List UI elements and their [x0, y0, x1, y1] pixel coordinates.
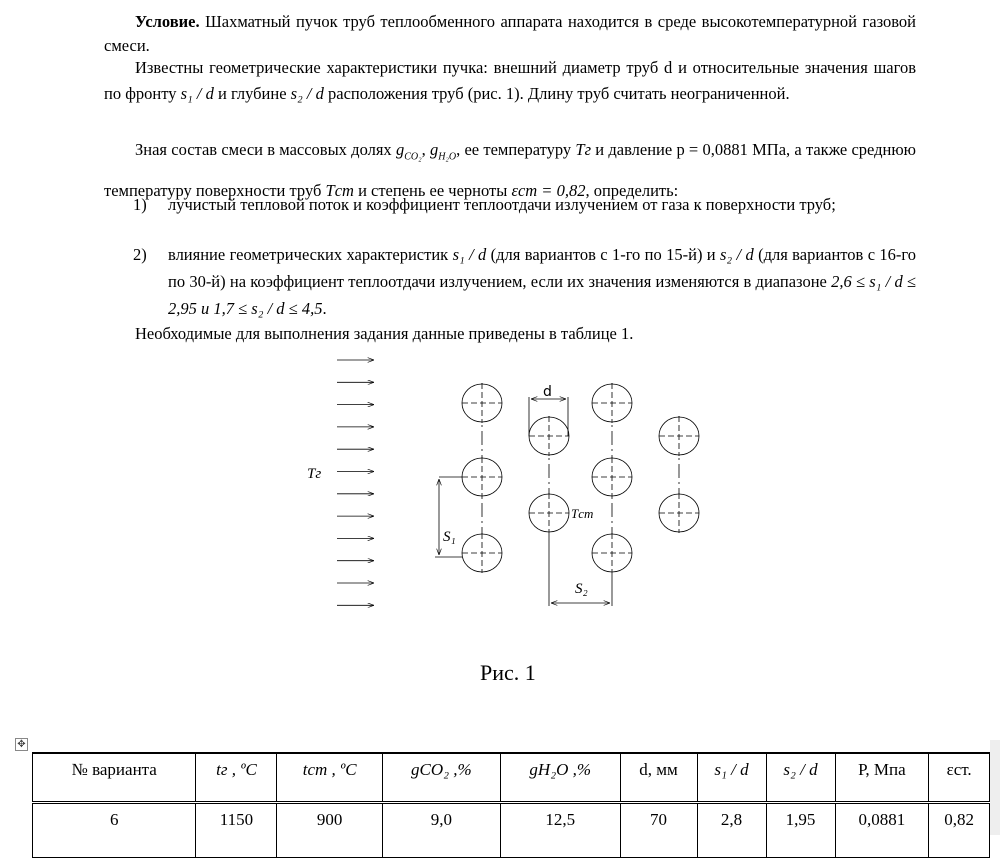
table-cell: 9,0 — [382, 803, 500, 858]
formula: εст = 0,82 — [511, 181, 586, 201]
column-header: № варианта — [33, 753, 196, 803]
text: Необходимые для выполнения задания данные приведены в таблице 1. — [135, 324, 634, 343]
s2-label: S₂ — [575, 581, 588, 597]
formula-gco2: $g_{CO_2}$ — [395, 140, 422, 163]
column-header: tст , ºС — [277, 753, 382, 803]
formula-gh2o: $g_{H_2O}$ — [429, 140, 457, 163]
text: и глубине — [213, 84, 291, 103]
wall-temp-label: Tст — [571, 506, 594, 521]
table-cell: 0,0881 — [835, 803, 929, 858]
text: лучистый тепловой поток и коэффициент теплоотдачи излучением от газа к поверхности труб; — [168, 195, 836, 214]
figure-caption: Рис. 1 — [480, 660, 536, 685]
list-item: 2) влияние геометрических характеристик s₁ / d (для вариантов с 1-го по 15-й) и s₂ / d (для вариантов с 16-го по 30-й) на коэффициент теплоотдачи излучением, если их значения изменяются в диапазоне 2,6 ≤ s₁ / d ≤ 2,95 и 1,7 ≤ s₂ / d ≤ 4,5. — [135, 241, 916, 322]
table-cell: 12,5 — [500, 803, 620, 858]
column-header: s₂ / d — [766, 753, 835, 803]
column-header: tг , ºС — [196, 753, 277, 803]
text: влияние геометрических характеристик — [168, 245, 453, 264]
formula: 2,6 ≤ s₁ / d ≤ 2,95 и 1,7 ≤ s₂ / d ≤ 4,5 — [168, 272, 916, 318]
text: и давление p = 0,0881 МПа, а также среднюю температуру поверхности труб — [104, 140, 917, 201]
gas-temp-label: Tг — [307, 466, 322, 482]
column-header: s₁ / d — [697, 753, 766, 803]
table-cell: 2,8 — [697, 803, 766, 858]
paragraph-composition: Зная состав смеси в массовых долях $g_{CO_2}$, $g_{H_2O}$, ее температуру Tг и давление p = 0,0881 МПа, а также среднюю температуру поверхности труб Tст и степень ее черноты εст = 0,82, определить: — [104, 140, 917, 201]
list-number: 2) — [133, 245, 147, 264]
formula: s₂ / d — [720, 245, 754, 264]
condition-label: Условие. — [135, 12, 200, 31]
table-header-row — [33, 753, 990, 803]
formula: s₁ / d — [180, 84, 214, 103]
gas-flow-arrows — [337, 360, 374, 605]
table-cell: 70 — [620, 803, 697, 858]
tubes — [462, 383, 699, 575]
formula: s₁ / d — [452, 245, 487, 264]
text: Шахматный пучок труб теплообменного аппарата находится в среде высокотемпературной газовой смеси. — [104, 12, 916, 55]
column-header: gCO₂ ,% — [382, 753, 500, 803]
column-header: Р, Мпа — [835, 753, 929, 803]
column-header: εст. — [929, 753, 990, 803]
table-cell: 1,95 — [766, 803, 835, 858]
formula: Tг — [575, 140, 592, 159]
text: и степень ее черноты — [353, 181, 512, 201]
table-cell: 1150 — [196, 803, 277, 858]
table-cell: 0,82 — [929, 803, 990, 858]
formula: Tст — [325, 181, 354, 201]
diameter-label: d — [543, 384, 552, 400]
table-move-handle-icon[interactable]: ✥ — [15, 738, 28, 751]
table-row — [33, 803, 990, 858]
list-number: 1) — [133, 195, 147, 214]
scrollbar[interactable] — [990, 740, 1000, 835]
text: Известны геометрические характеристики пучка: внешний диаметр труб d и относительные значения шагов по фронту — [104, 58, 916, 103]
text: расположения труб (рис. 1). Длину труб считать неограниченной. — [323, 84, 790, 103]
text: Зная состав смеси в массовых долях — [135, 140, 396, 159]
s1-label: S₁ — [443, 529, 456, 545]
data-table — [32, 752, 990, 858]
text: , ее температуру — [456, 140, 576, 159]
formula: s₂ / d — [290, 84, 324, 103]
table-cell: 6 — [33, 803, 196, 858]
table-cell: 900 — [277, 803, 382, 858]
column-header: d, мм — [620, 753, 697, 803]
text: (для вариантов с 16-го по 30-й) на коэффициент теплоотдачи излучением, если их значения изменяются в диапазоне — [168, 245, 916, 291]
column-header: gH₂O ,% — [500, 753, 620, 803]
text: , определить: — [585, 181, 679, 201]
text: (для вариантов с 1-го по 15-й) и — [486, 245, 720, 264]
dimensions — [435, 397, 612, 606]
